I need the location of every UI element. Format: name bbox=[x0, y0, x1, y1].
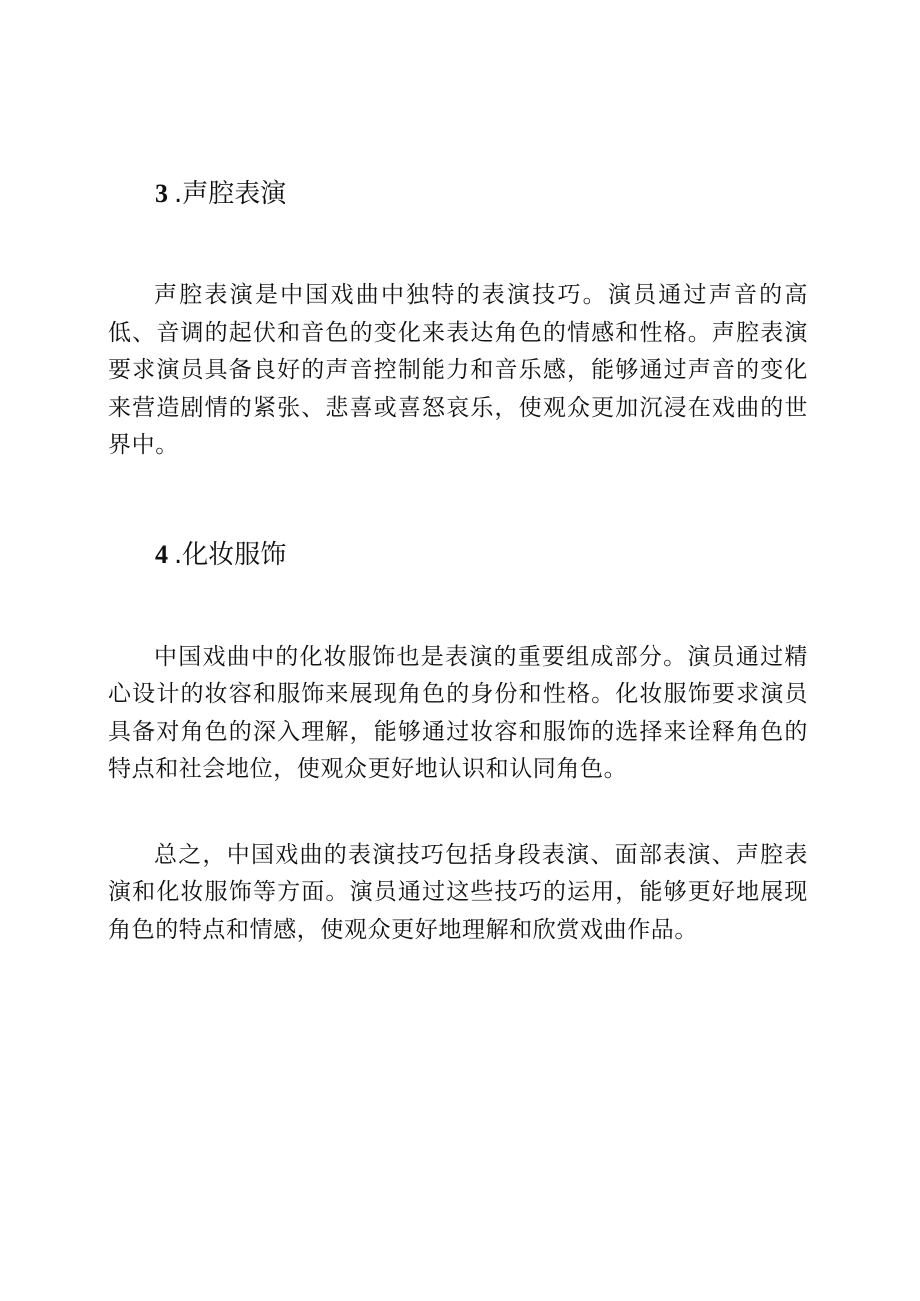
section-number: 4 bbox=[155, 539, 168, 569]
section-paragraph-vocal: 声腔表演是中国戏曲中独特的表演技巧。演员通过声音的高低、音调的起伏和音色的变化来表达角色的情感和性格。声腔表演要求演员具备良好的声音控制能力和音乐感，能够通过声音的变化来营造剧情的紧张、悲喜或喜怒哀乐，使观众更加沉浸在戏曲的世界中。 bbox=[108, 282, 808, 458]
section-title: .化妆服饰 bbox=[174, 539, 287, 570]
document-body bbox=[108, 170, 808, 949]
section-number: 3 bbox=[155, 179, 168, 208]
section-paragraph-makeup: 中国戏曲中的化妆服饰也是表演的重要组成部分。演员通过精心设计的妆容和服饰来展现角色的身份和性格。化妆服饰要求演员具备对角色的深入理解，能够通过妆容和服饰的选择来诠释角色的特点和社会地位，使观众更好地认识和认同角色。 bbox=[108, 643, 808, 782]
section-title: .声腔表演 bbox=[174, 179, 287, 209]
conclusion-paragraph: 总之，中国戏曲的表演技巧包括身段表演、面部表演、声腔表演和化妆服饰等方面。演员通过这些技巧的运用，能够更好地展现角色的特点和情感，使观众更好地理解和欣赏戏曲作品。 bbox=[108, 841, 808, 943]
section-heading-4 bbox=[155, 531, 808, 579]
section-heading-3 bbox=[155, 170, 808, 218]
